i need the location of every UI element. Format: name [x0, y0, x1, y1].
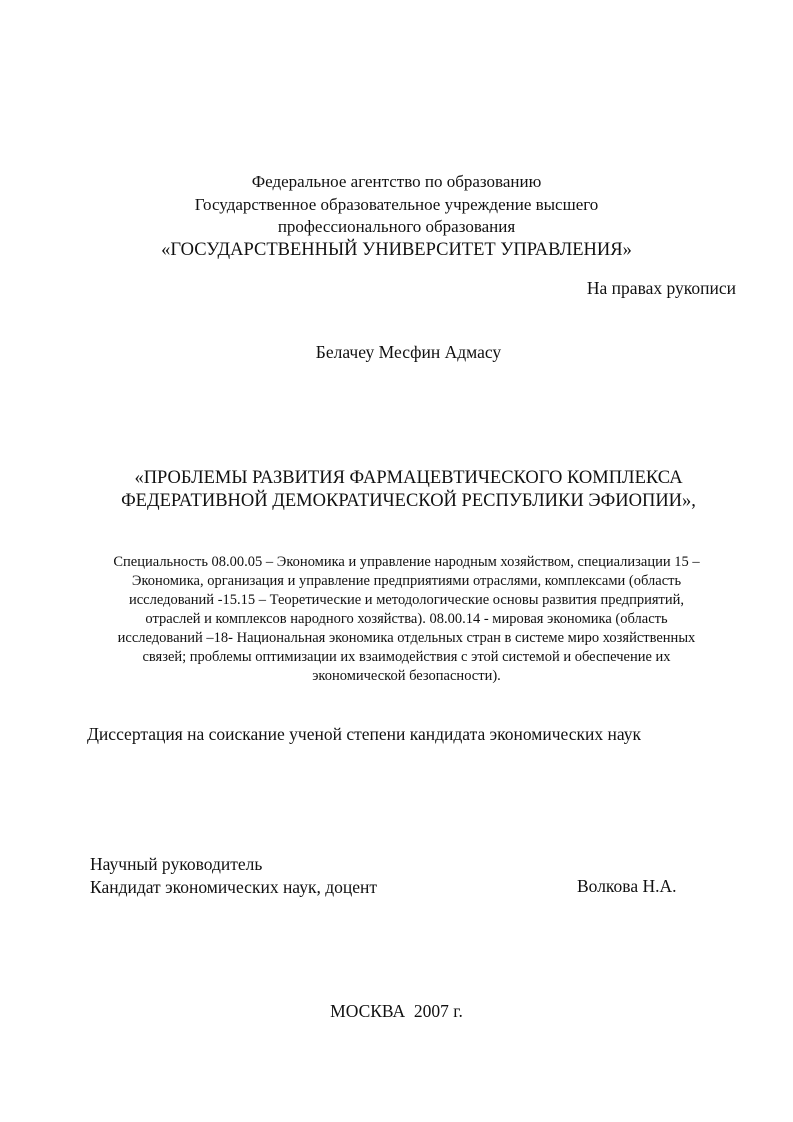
advisor-block — [90, 853, 377, 899]
specialty-line-2: Экономика, организация и управление предприятиями отраслями, комплексами (область — [131, 573, 682, 589]
author-name: Белачеу Месфин Адмасу — [315, 342, 502, 362]
specialty-line-3: исследований -15.15 – Теоретические и методологические основы развития предприятий, — [128, 592, 685, 608]
degree-statement: Диссертация на соискание ученой степени кандидата экономических наук — [87, 724, 641, 744]
agency-line: Федеральное агентство по образованию — [251, 172, 542, 191]
city-year: МОСКВА 2007 г. — [330, 1001, 463, 1021]
institution-header — [0, 171, 793, 261]
manuscript-note: На правах рукописи — [586, 278, 736, 298]
advisor-name: Волкова Н.А. — [577, 876, 677, 896]
specialty-line-6: связей; проблемы оптимизации их взаимодействия с этой системой и обеспечение их — [142, 649, 671, 665]
dissertation-title — [12, 467, 793, 513]
advisor-label: Научный руководитель — [90, 854, 263, 874]
specialty-line-5: исследований –18- Национальная экономика отдельных стран в системе миро хозяйственных — [117, 630, 696, 646]
specialty-line-1: Специальность 08.00.05 – Экономика и управление народным хозяйством, специализации 15 – — [113, 554, 700, 570]
specialty-line-7: экономической безопасности). — [312, 668, 501, 684]
title-line-2: ФЕДЕРАТИВНОЙ ДЕМОКРАТИЧЕСКОЙ РЕСПУБЛИКИ ЭФИОПИИ», — [121, 491, 696, 511]
title-line-1: «ПРОБЛЕМЫ РАЗВИТИЯ ФАРМАЦЕВТИЧЕСКОГО КОМПЛЕКСА — [134, 468, 683, 488]
specialty-description — [10, 553, 793, 686]
specialty-line-4: отраслей и комплексов народного хозяйства). 08.00.14 - мировая экономика (область — [145, 611, 668, 627]
advisor-rank: Кандидат экономических наук, доцент — [90, 877, 377, 897]
institution-type-line: Государственное образовательное учреждение высшего — [194, 194, 599, 214]
university-name: «ГОСУДАРСТВЕННЫЙ УНИВЕРСИТЕТ УПРАВЛЕНИЯ» — [161, 239, 632, 260]
education-level-line: профессионального образования — [277, 217, 516, 236]
